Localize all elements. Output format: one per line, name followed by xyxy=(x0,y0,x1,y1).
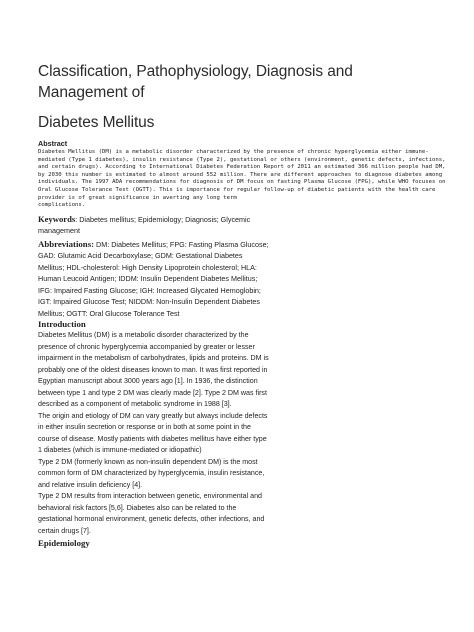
abbreviations-text: DM: Diabetes Mellitus; FPG: Fasting Plasma Glucose; GAD: Glutamic Acid Decarboxylase; GDM: Gestational Diabetes Mellitus; HDL-cholesterol: High Density Lipoprotein cholesterol; HLA: Human Leucoid Antigen; IDDM: Insulin Dependent Diabetes Mellitus; IFG: Impaired Fasting Glucose; IGH: Increased Glycated Hemoglobin; IGT: Impaired Glucose Test; NIDDM: Non-Insulin Dependent Diabetes Mellitus; OGTT: Oral Glucose Tolerance Test xyxy=(38,239,269,318)
document-page xyxy=(38,56,446,549)
intro-paragraph-2: The origin and etiology of DM can vary greatly but always include defects in either insulin secretion or response or in both at some point in the course of disease. Mostly patients with diabetes mellitus have either type 1 diabetes (which is immune-mediated or idiopathic) xyxy=(38,411,268,455)
abstract-heading: Abstract xyxy=(38,139,68,148)
abstract-text: Diabetes Mellitus (DM) is a metabolic disorder characterized by the presence of chronic hyperglycemia either immune-mediated (Type 1 diabetes), insulin resistance (Type 2), gestational or others (environment, genetic defects, infections, and certain drugs). According to International Diabetes Federation Report of 2011 an estimated 366 million people had DM, by 2030 this number is estimated to almost around 552 million. There are different approaches to diagnose diabetes among individuals. The 1997 ADA recommendations for diagnosis of DM focus on fasting Plasma Glucose (FPG), while WHO focuses on Oral Glucose Tolerance Test (OGTT). This is importance for regular follow-up of diabetic patients with the health care provider is of great significance in averting any long term complications. xyxy=(38,149,446,209)
intro-paragraph-3: Type 2 DM (formerly known as non-insulin dependent DM) is the most common form of DM characterized by hyperglycemia, insulin resistance, and relative insulin deficiency [4]. xyxy=(38,457,265,489)
paper-title-line-2: Diabetes Mellitus xyxy=(38,114,155,131)
intro-paragraph-1: Diabetes Mellitus (DM) is a metabolic disorder characterized by the presence of chronic hyperglycemia accompanied by greater or lesser impairment in the metabolism of carbohydrates, lipids and proteins. DM is probably one of the oldest diseases known to man. It was first reported in Egyptian manuscript about 3000 years ago [1]. In 1936, the distinction between type 1 and type 2 DM was clearly made [2]. Type 2 DM was first described as a component of metabolic syndrome in 1988 [3]. xyxy=(38,331,269,409)
intro-paragraph-4: Type 2 DM results from interaction between genetic, environmental and behavioral risk factors [5,6]. Diabetes also can be related to the gestational hormonal environment, genetic defects, other infections, and certain drugs [7]. xyxy=(38,492,265,535)
keywords-label: Keywords xyxy=(38,213,76,224)
introduction-heading: Introduction xyxy=(38,319,86,330)
abbreviations-label: Abbreviations: xyxy=(38,238,95,249)
keywords-text: : Diabetes mellitus; Epidemiology; Diagnosis; Glycemic management xyxy=(38,214,251,236)
paper-title xyxy=(38,61,438,133)
abbreviations-paragraph xyxy=(38,239,270,320)
paper-title-line-1: Classification, Pathophysiology, Diagnosis and Management of xyxy=(38,63,353,101)
epidemiology-heading: Epidemiology xyxy=(38,538,90,549)
keywords-paragraph xyxy=(38,214,288,237)
